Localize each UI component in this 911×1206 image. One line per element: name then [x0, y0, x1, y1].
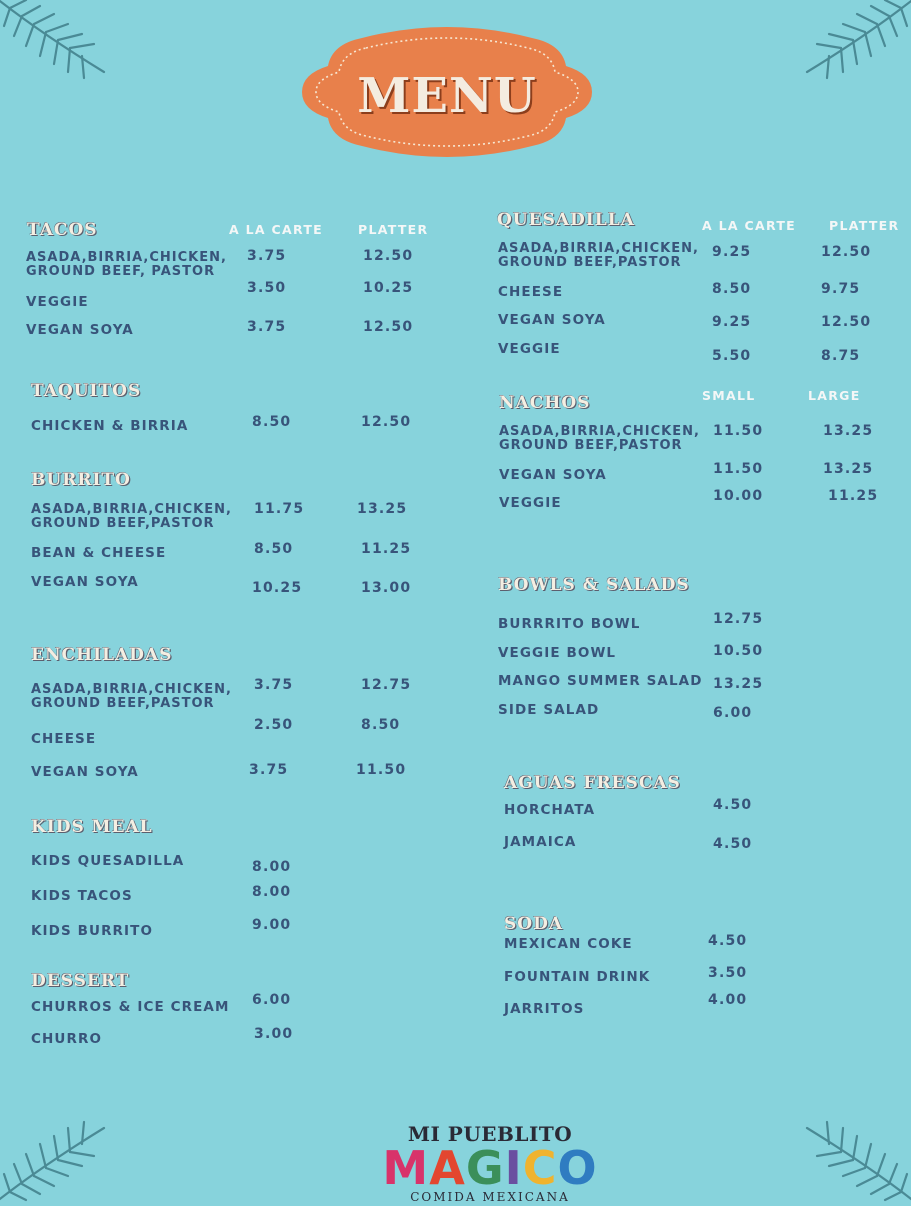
price-veggie-bowl: 10.50	[713, 643, 764, 659]
price-jarritos: 4.00	[708, 992, 748, 1008]
price-burrito-meats-a-la-carte: 11.75	[254, 501, 305, 517]
menu-item-churros-ice-cream: CHURROS & ICE CREAM	[31, 999, 230, 1015]
col-header-a-la-carte: A LA CARTE	[229, 222, 323, 237]
menu-item-nachos-vegan-soya: VEGAN SOYA	[499, 467, 607, 483]
logo-letter: C	[522, 1141, 558, 1195]
logo-wordmark-magico	[360, 1141, 620, 1195]
price-enchiladas-meats-platter: 12.75	[361, 677, 412, 693]
menu-item-side-salad: SIDE SALAD	[498, 702, 600, 718]
menu-item-kids-burrito: KIDS BURRITO	[31, 923, 154, 939]
menu-item-kids-tacos: KIDS TACOS	[31, 888, 133, 904]
section-title-enchiladas: ENCHILADAS	[31, 645, 173, 665]
price-tacos-veggie-a-la-carte: 3.50	[247, 280, 287, 296]
menu-item-enchiladas-vegan-soya: VEGAN SOYA	[31, 764, 139, 780]
menu-item-quesadilla-veggie: VEGGIE	[498, 341, 561, 357]
price-mexican-coke: 4.50	[708, 933, 748, 949]
price-fountain-drink: 3.50	[708, 965, 748, 981]
price-quesadilla-vegan-platter: 12.50	[821, 314, 872, 330]
price-quesadilla-cheese-a-la-carte: 8.50	[712, 281, 752, 297]
menu-item-tacos-meats: ASADA,BIRRIA,CHICKEN, GROUND BEEF, PASTOR	[26, 250, 227, 279]
section-title-tacos: TACOS	[27, 220, 98, 240]
price-enchiladas-vegan-platter: 11.50	[356, 762, 407, 778]
section-title-taquitos: TAQUITOS	[31, 381, 142, 401]
menu-item-enchiladas-cheese: CHEESE	[31, 731, 97, 747]
price-bean-cheese-platter: 11.25	[361, 541, 412, 557]
palm-leaf-icon-bottom-right	[799, 1116, 911, 1206]
menu-item-churro: CHURRO	[31, 1031, 103, 1047]
section-title-aguas-frescas: AGUAS FRESCAS	[504, 773, 681, 793]
price-quesadilla-meats-platter: 12.50	[821, 244, 872, 260]
price-tacos-vegan-a-la-carte: 3.75	[247, 319, 287, 335]
price-enchiladas-cheese-a-la-carte: 2.50	[254, 717, 294, 733]
menu-title: MENU	[357, 68, 537, 124]
price-enchiladas-meats-a-la-carte: 3.75	[254, 677, 294, 693]
logo-line-mi-pueblito: MI PUEBLITO	[407, 1122, 573, 1146]
price-tacos-meats-a-la-carte: 3.75	[247, 248, 287, 264]
menu-item-quesadilla-meats: ASADA,BIRRIA,CHICKEN, GROUND BEEF,PASTOR	[498, 241, 699, 270]
logo-letter: M	[382, 1141, 430, 1195]
menu-item-bean-cheese: BEAN & CHEESE	[31, 545, 167, 561]
price-kids-quesadilla: 8.00	[252, 859, 292, 875]
col-header-large: LARGE	[808, 388, 861, 403]
palm-leaf-icon-top-left	[0, 0, 112, 84]
menu-item-nachos-veggie: VEGGIE	[499, 495, 562, 511]
palm-leaf-icon-bottom-left	[0, 1116, 112, 1206]
price-churros-ice-cream: 6.00	[252, 992, 292, 1008]
price-bean-cheese-a-la-carte: 8.50	[254, 541, 294, 557]
section-title-soda: SODA	[504, 914, 564, 934]
menu-item-quesadilla-cheese: CHEESE	[498, 284, 564, 300]
menu-item-quesadilla-vegan-soya: VEGAN SOYA	[498, 312, 606, 328]
price-mango-summer-salad: 13.25	[713, 676, 764, 692]
section-title-burrito: BURRITO	[31, 470, 131, 490]
menu-item-veggie-bowl: VEGGIE BOWL	[498, 645, 617, 661]
menu-item-kids-quesadilla: KIDS QUESADILLA	[31, 853, 185, 869]
menu-item-horchata: HORCHATA	[504, 802, 596, 818]
menu-item-burrito-vegan-soya: VEGAN SOYA	[31, 574, 139, 590]
price-quesadilla-veggie-platter: 8.75	[821, 348, 861, 364]
menu-item-chicken-birria: CHICKEN & BIRRIA	[31, 418, 189, 434]
menu-item-nachos-meats: ASADA,BIRRIA,CHICKEN, GROUND BEEF,PASTOR	[499, 424, 700, 453]
price-nachos-meats-small: 11.50	[713, 423, 764, 439]
menu-item-jarritos: JARRITOS	[504, 1001, 585, 1017]
col-header-platter: PLATTER	[358, 222, 429, 237]
price-jamaica: 4.50	[713, 836, 753, 852]
price-quesadilla-cheese-platter: 9.75	[821, 281, 861, 297]
price-quesadilla-vegan-a-la-carte: 9.25	[712, 314, 752, 330]
price-nachos-meats-large: 13.25	[823, 423, 874, 439]
price-taquitos-platter: 12.50	[361, 414, 412, 430]
price-nachos-veggie-large: 11.25	[828, 488, 879, 504]
price-tacos-vegan-platter: 12.50	[363, 319, 414, 335]
col-header-small: SMALL	[702, 388, 756, 403]
price-burrito-vegan-a-la-carte: 10.25	[252, 580, 303, 596]
restaurant-logo	[360, 1122, 620, 1204]
section-title-quesadilla: QUESADILLA	[497, 210, 635, 230]
price-quesadilla-meats-a-la-carte: 9.25	[712, 244, 752, 260]
col-header-platter-right: PLATTER	[829, 218, 900, 233]
price-burrito-meats-platter: 13.25	[357, 501, 408, 517]
menu-item-mexican-coke: MEXICAN COKE	[504, 936, 633, 952]
price-horchata: 4.50	[713, 797, 753, 813]
logo-letter: A	[429, 1141, 466, 1195]
menu-item-mango-summer-salad: MANGO SUMMER SALAD	[498, 673, 703, 689]
price-kids-tacos: 8.00	[252, 884, 292, 900]
logo-letter: G	[465, 1141, 505, 1195]
section-title-dessert: DESSERT	[31, 971, 130, 991]
price-enchiladas-cheese-platter: 8.50	[361, 717, 401, 733]
price-nachos-veggie-small: 10.00	[713, 488, 764, 504]
logo-letter: I	[504, 1141, 523, 1195]
price-enchiladas-vegan-a-la-carte: 3.75	[249, 762, 289, 778]
menu-item-enchiladas-meats: ASADA,BIRRIA,CHICKEN, GROUND BEEF,PASTOR	[31, 682, 232, 711]
price-side-salad: 6.00	[713, 705, 753, 721]
price-tacos-meats-platter: 12.50	[363, 248, 414, 264]
section-title-nachos: NACHOS	[499, 393, 591, 413]
price-burrito-vegan-platter: 13.00	[361, 580, 412, 596]
menu-item-fountain-drink: FOUNTAIN DRINK	[504, 969, 651, 985]
price-quesadilla-veggie-a-la-carte: 5.50	[712, 348, 752, 364]
section-title-kids-meal: KIDS MEAL	[31, 817, 153, 837]
price-kids-burrito: 9.00	[252, 917, 292, 933]
price-nachos-vegan-small: 11.50	[713, 461, 764, 477]
price-burrito-bowl: 12.75	[713, 611, 764, 627]
menu-item-tacos-vegan-soya: VEGAN SOYA	[26, 322, 134, 338]
menu-item-tacos-veggie: VEGGIE	[26, 294, 89, 310]
price-tacos-veggie-platter: 10.25	[363, 280, 414, 296]
logo-line-comida-mexicana: COMIDA MEXICANA	[410, 1190, 570, 1204]
price-taquitos-a-la-carte: 8.50	[252, 414, 292, 430]
logo-letter: O	[557, 1141, 598, 1195]
price-churro: 3.00	[254, 1026, 294, 1042]
menu-item-burrito-meats: ASADA,BIRRIA,CHICKEN, GROUND BEEF,PASTOR	[31, 502, 232, 531]
menu-item-jamaica: JAMAICA	[504, 834, 577, 850]
menu-banner	[300, 22, 594, 162]
price-nachos-vegan-large: 13.25	[823, 461, 874, 477]
menu-item-burrito-bowl: BURRRITO BOWL	[498, 616, 641, 632]
col-header-a-la-carte-right: A LA CARTE	[702, 218, 796, 233]
palm-leaf-icon-top-right	[799, 0, 911, 84]
section-title-bowls-salads: BOWLS & SALADS	[498, 575, 690, 595]
